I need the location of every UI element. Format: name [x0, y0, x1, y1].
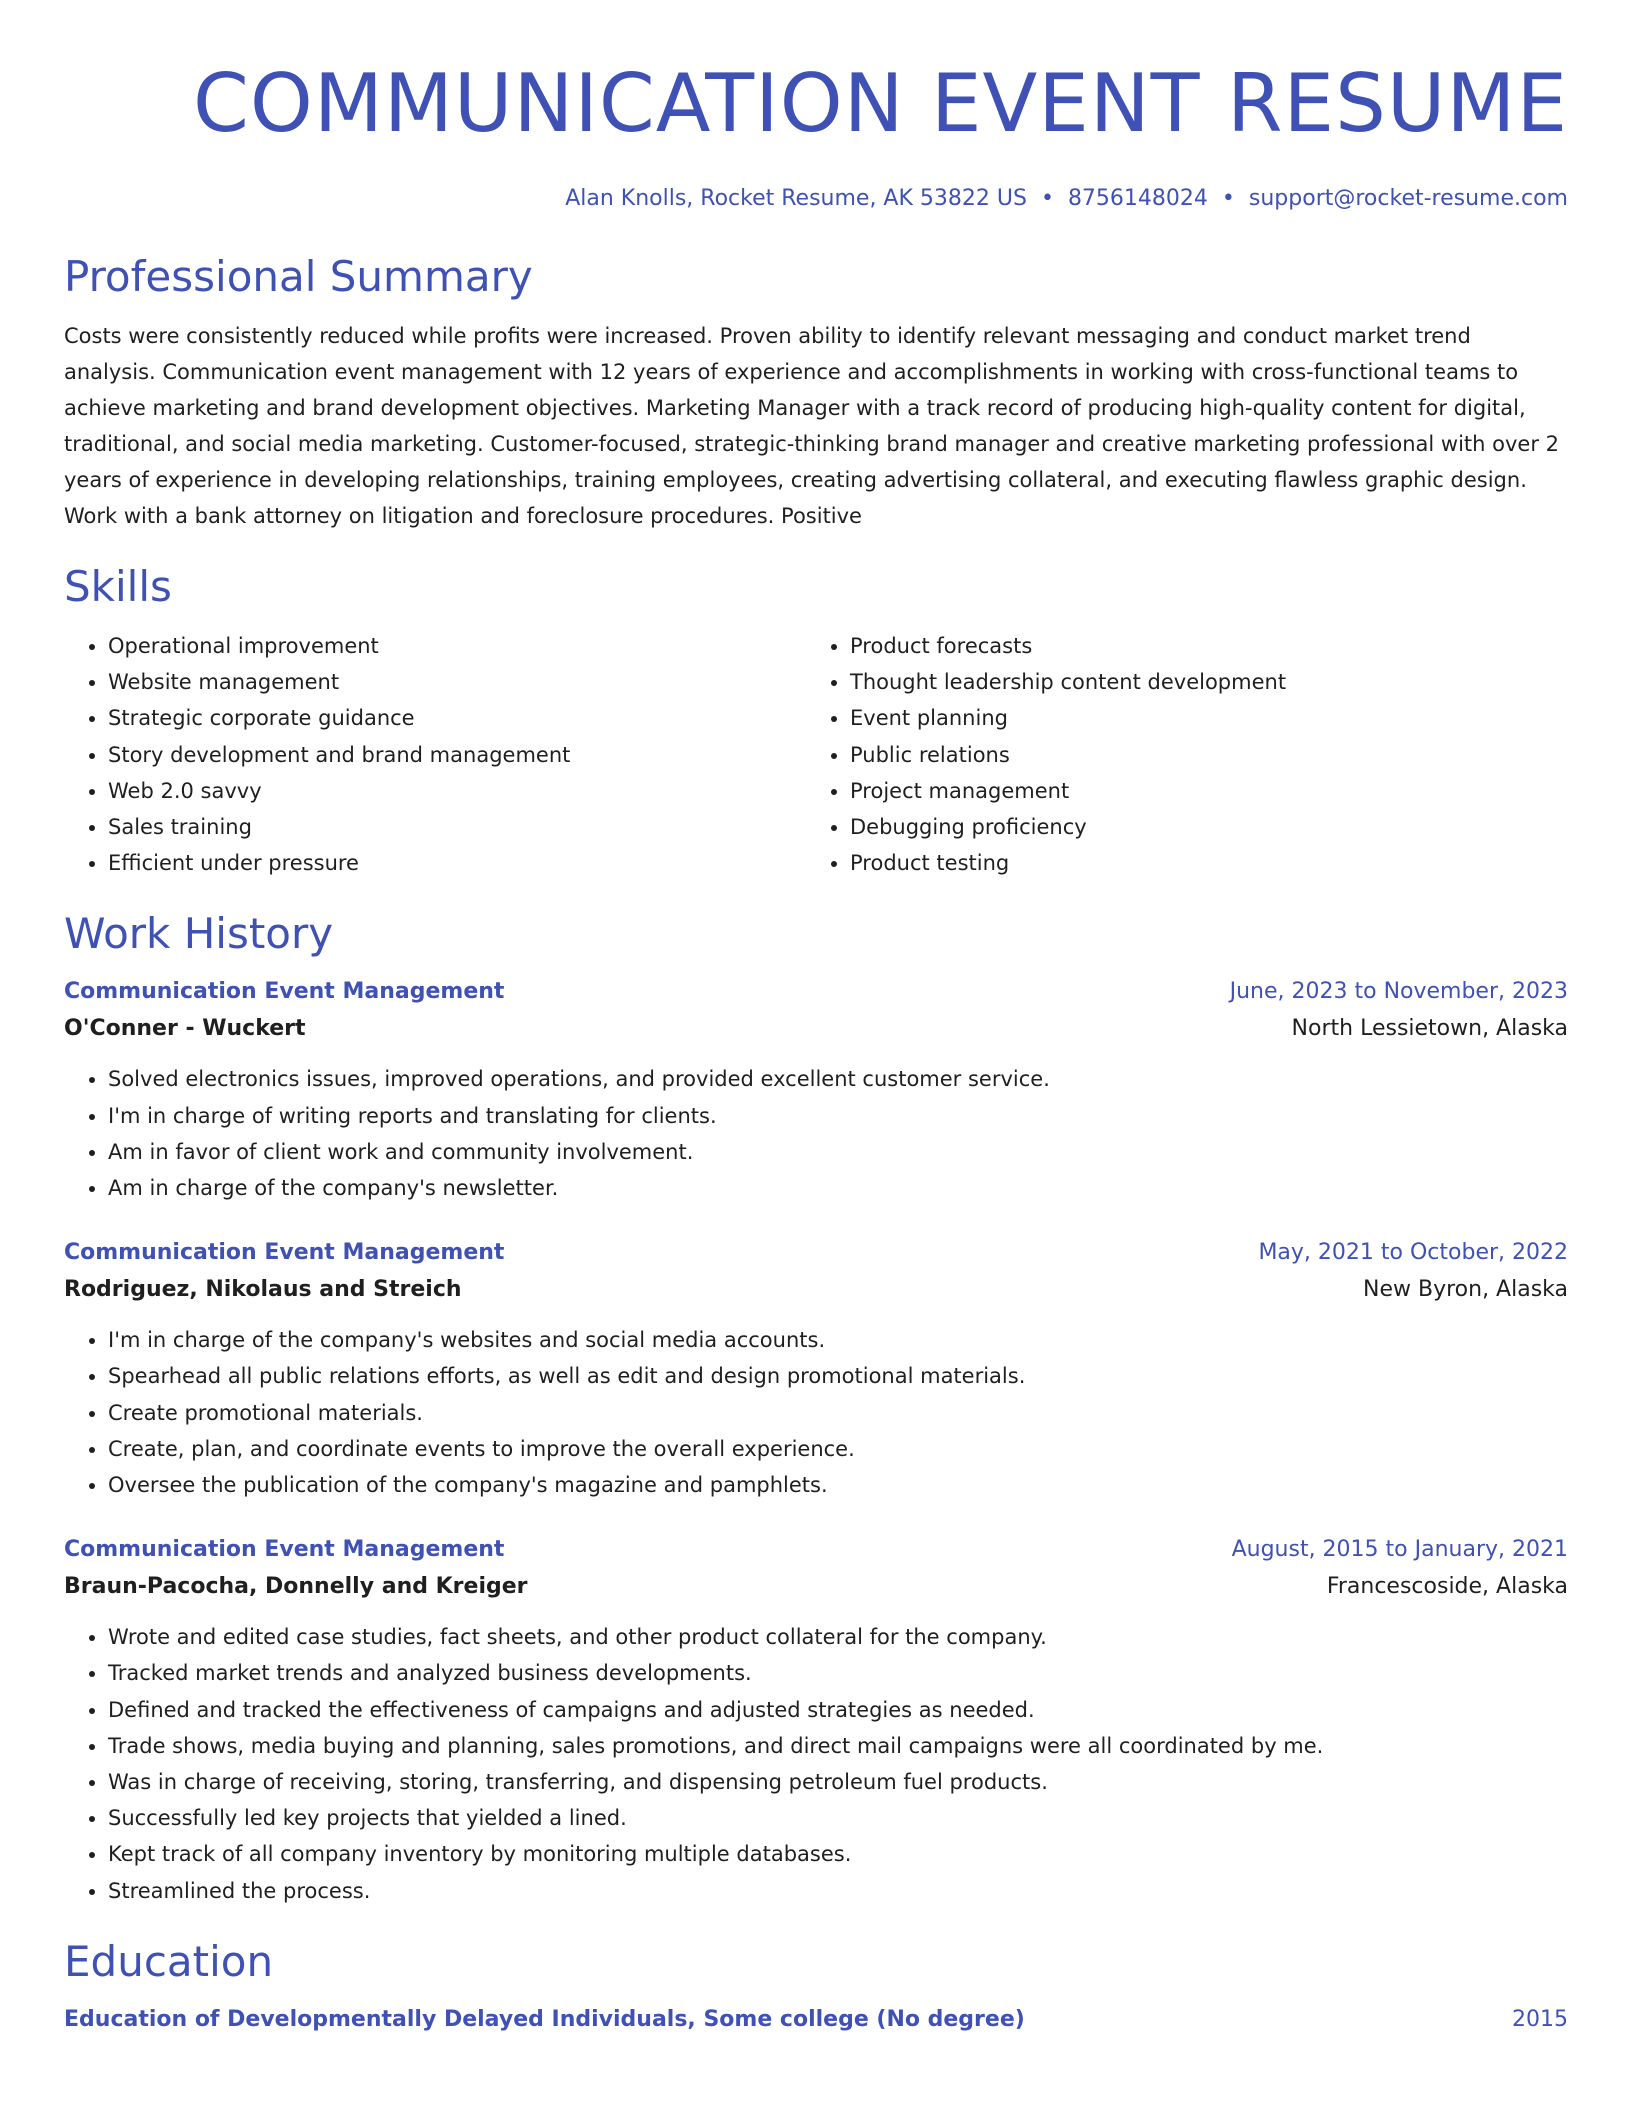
- job-bullet: • Wrote and edited case studies, fact sheets, and other product collateral for the company.: [108, 1619, 1568, 1655]
- job-location: North Lessietown, Alaska: [1291, 1016, 1568, 1042]
- job-bullet: • Was in charge of receiving, storing, transferring, and dispensing petroleum fuel products.: [108, 1764, 1568, 1800]
- job-bullet: • Spearhead all public relations efforts, as well as edit and design promotional materials.: [108, 1358, 1568, 1394]
- job-company-row: [64, 1009, 1568, 1049]
- job-location: Francescoside, Alaska: [1326, 1574, 1568, 1600]
- skill-item: • Story development and brand management: [108, 737, 806, 773]
- job-company: Rodriguez, Nikolaus and Streich: [64, 1277, 462, 1303]
- contact-address: Alan Knolls, Rocket Resume, AK 53822 US: [565, 186, 1027, 211]
- job-company: O'Conner - Wuckert: [64, 1016, 306, 1042]
- job-company: Braun-Pacocha, Donnelly and Kreiger: [64, 1574, 528, 1600]
- job-bullet: • Streamlined the process.: [108, 1873, 1568, 1909]
- job-bullet: • I'm in charge of the company's websites and social media accounts.: [108, 1322, 1568, 1358]
- job-location: New Byron, Alaska: [1363, 1277, 1568, 1303]
- education-entry: [64, 2003, 1568, 2037]
- job-dates: August, 2015 to January, 2021: [1231, 1537, 1568, 1563]
- job-bullets: [64, 1061, 1568, 1206]
- job-title-row: [64, 1236, 1568, 1270]
- skill-item: • Thought leadership content development: [850, 664, 1548, 700]
- job-dates: June, 2023 to November, 2023: [1229, 979, 1568, 1005]
- job-bullet: • Kept track of all company inventory by monitoring multiple databases.: [108, 1836, 1568, 1872]
- skill-item: • Operational improvement: [108, 628, 806, 664]
- resume-title: COMMUNICATION EVENT RESUME: [193, 57, 1568, 150]
- contact-separator: •: [1040, 186, 1054, 211]
- contact-line: [64, 184, 1568, 214]
- contact-phone: 8756148024: [1067, 186, 1208, 211]
- skill-item: • Web 2.0 savvy: [108, 773, 806, 809]
- job-bullets: [64, 1619, 1568, 1909]
- job-bullet: • Defined and tracked the effectiveness of campaigns and adjusted strategies as needed.: [108, 1692, 1568, 1728]
- education-year: 2015: [1512, 2006, 1568, 2032]
- skills-heading: Skills: [64, 562, 172, 611]
- work-history-heading: Work History: [64, 909, 334, 959]
- job-bullet: • Create promotional materials.: [108, 1395, 1568, 1431]
- job-company-row: [64, 1567, 1568, 1607]
- job-title: Communication Event Management: [64, 1240, 505, 1266]
- job-title: Communication Event Management: [64, 1537, 505, 1563]
- contact-separator: •: [1221, 186, 1235, 211]
- skill-item: • Product forecasts: [850, 628, 1548, 664]
- job-bullet: • Oversee the publication of the company's magazine and pamphlets.: [108, 1467, 1568, 1503]
- job-bullet: • Create, plan, and coordinate events to improve the overall experience.: [108, 1431, 1568, 1467]
- contact-email: support@rocket-resume.com: [1248, 186, 1568, 211]
- job-entry: [64, 1236, 1568, 1503]
- job-entry: [64, 975, 1568, 1206]
- education-degree: Education of Developmentally Delayed Individuals, Some college (No degree): [64, 2006, 1025, 2032]
- job-company-row: [64, 1270, 1568, 1310]
- skill-item: • Product testing: [850, 845, 1548, 881]
- skills-list: [64, 628, 1568, 881]
- education-heading: Education: [64, 1936, 274, 1986]
- skill-item: • Project management: [850, 773, 1548, 809]
- skills-column-right: [806, 628, 1548, 881]
- skill-item: • Website management: [108, 664, 806, 700]
- skills-column-left: [64, 628, 806, 881]
- skill-item: • Strategic corporate guidance: [108, 700, 806, 736]
- job-title-row: [64, 975, 1568, 1009]
- job-bullets: [64, 1322, 1568, 1503]
- job-bullet: • Successfully led key projects that yielded a lined.: [108, 1800, 1568, 1836]
- skill-item: • Event planning: [850, 700, 1548, 736]
- job-bullet: • Trade shows, media buying and planning, sales promotions, and direct mail campaigns were all coordinated by me.: [108, 1728, 1568, 1764]
- skill-item: • Sales training: [108, 809, 806, 845]
- skill-item: • Public relations: [850, 737, 1548, 773]
- job-bullet: • Tracked market trends and analyzed business developments.: [108, 1655, 1568, 1691]
- skill-item: • Debugging proficiency: [850, 809, 1548, 845]
- summary-text: Costs were consistently reduced while profits were increased. Proven ability to identify relevant messaging and conduct market trend analysis. Communication event management with 12 years of experience and accomplishments in working with cross-functional teams to achieve marketing and brand development objectives. Marketing Manager with a track record of producing high-quality content for digital, traditional, and social media marketing. Customer-focused, strategic-thinking brand manager and creative marketing professional with over 2 years of experience in developing relationships, training employees, creating advertising collateral, and executing flawless graphic design. Work with a bank attorney on litigation and foreclosure procedures. Positive: [64, 324, 1560, 528]
- job-dates: May, 2021 to October, 2022: [1258, 1240, 1568, 1266]
- skill-item: • Efficient under pressure: [108, 845, 806, 881]
- summary-heading: Professional Summary: [64, 252, 533, 301]
- job-title-row: [64, 1533, 1568, 1567]
- job-entry: [64, 1533, 1568, 1909]
- job-title: Communication Event Management: [64, 979, 505, 1005]
- job-bullet: • Am in favor of client work and community involvement.: [108, 1134, 1568, 1170]
- job-bullet: • Solved electronics issues, improved operations, and provided excellent customer service.: [108, 1061, 1568, 1097]
- job-bullet: • I'm in charge of writing reports and translating for clients.: [108, 1098, 1568, 1134]
- job-bullet: • Am in charge of the company's newsletter.: [108, 1170, 1568, 1206]
